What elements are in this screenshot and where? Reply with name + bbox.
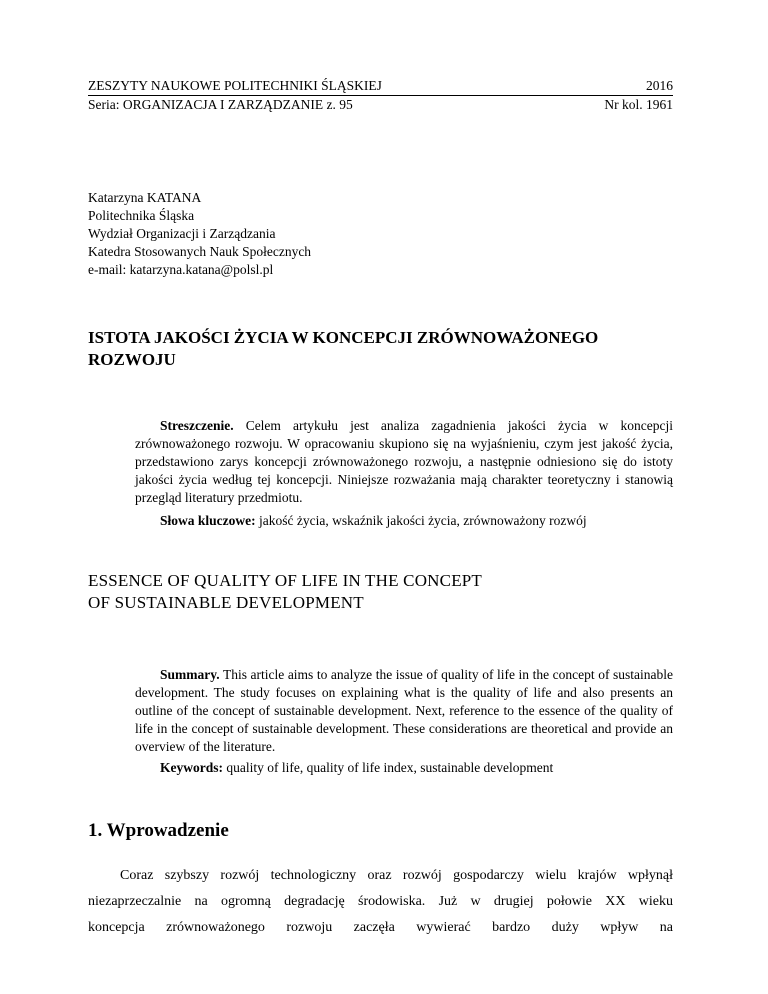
abstract-english [135, 666, 673, 756]
author-faculty: Wydział Organizacji i Zarządzania [88, 226, 276, 241]
abstract-english-text: This article aims to analyze the issue of quality of life in the concept of sustainable development. The study focuses on explaining what is the quality of life and also presents an outline of the concept of sustainable development. Next, reference to the essence of the quality of life in the concept of sustainable development. These considerations are theoretical and provide an overview of the literature. [135, 667, 674, 754]
title-polish-line-2: ROZWOJU [88, 350, 176, 369]
abstract-polish-label: Streszczenie. [160, 418, 234, 433]
keywords-english [160, 759, 553, 777]
title-english-line-2: OF SUSTAINABLE DEVELOPMENT [88, 593, 364, 612]
journal-name: ZESZYTY NAUKOWE POLITECHNIKI ŚLĄSKIEJ [88, 78, 382, 93]
body-paragraph [88, 863, 673, 941]
title-english-line-1: ESSENCE OF QUALITY OF LIFE IN THE CONCEPT [88, 571, 483, 590]
title-polish-line-1: ISTOTA JAKOŚCI ŻYCIA W KONCEPCJI ZRÓWNOWAŻONEGO [88, 328, 599, 347]
body-line-3: koncepcja zrównoważonego rozwoju zaczęła wywierać bardzo duży wpływ na [88, 920, 673, 935]
title-english [88, 570, 648, 614]
keywords-polish-text: jakość życia, wskaźnik jakości życia, zrównoważony rozwój [259, 513, 587, 528]
keywords-polish-label: Słowa kluczowe: [160, 513, 256, 528]
journal-year: 2016 [646, 78, 673, 93]
body-line-2: niezaprzeczalnie na ogromną degradację środowiska. Już w drugiej połowie XX wieku [88, 894, 673, 909]
author-block [88, 189, 311, 279]
body-line-1: Coraz szybszy rozwój technologiczny oraz rozwój gospodarczy wielu krajów wpłynął [120, 868, 673, 883]
header-row-1 [88, 77, 673, 96]
journal-issue: Nr kol. 1961 [604, 97, 673, 112]
abstract-polish-text: Celem artykułu jest analiza zagadnienia jakości życia w koncepcji zrównoważonego rozwoju. W opracowaniu skupiono się na wyjaśnieniu, czym jest jakość życia, przedstawiono zarys koncepcji zrównoważonego rozwoju, a następnie odniesiono się do istoty jakości życia według tej koncepcji. Niniejsze rozważania mają charakter teoretyczny i stanowią przegląd literatury przedmiotu. [135, 418, 673, 505]
author-name: Katarzyna KATANA [88, 190, 202, 205]
keywords-english-label: Keywords: [160, 760, 223, 775]
author-email: e-mail: katarzyna.katana@polsl.pl [88, 262, 274, 277]
keywords-english-text: quality of life, quality of life index, sustainable development [226, 760, 554, 775]
journal-header [88, 77, 673, 114]
author-department: Katedra Stosowanych Nauk Społecznych [88, 244, 312, 259]
header-row-2 [88, 96, 673, 114]
abstract-polish [135, 417, 673, 507]
keywords-polish [160, 512, 587, 530]
title-polish [88, 327, 688, 371]
section-heading: 1. Wprowadzenie [88, 820, 229, 841]
abstract-english-label: Summary. [160, 667, 220, 682]
journal-series: Seria: ORGANIZACJA I ZARZĄDZANIE z. 95 [88, 97, 353, 112]
author-institution: Politechnika Śląska [88, 208, 195, 223]
